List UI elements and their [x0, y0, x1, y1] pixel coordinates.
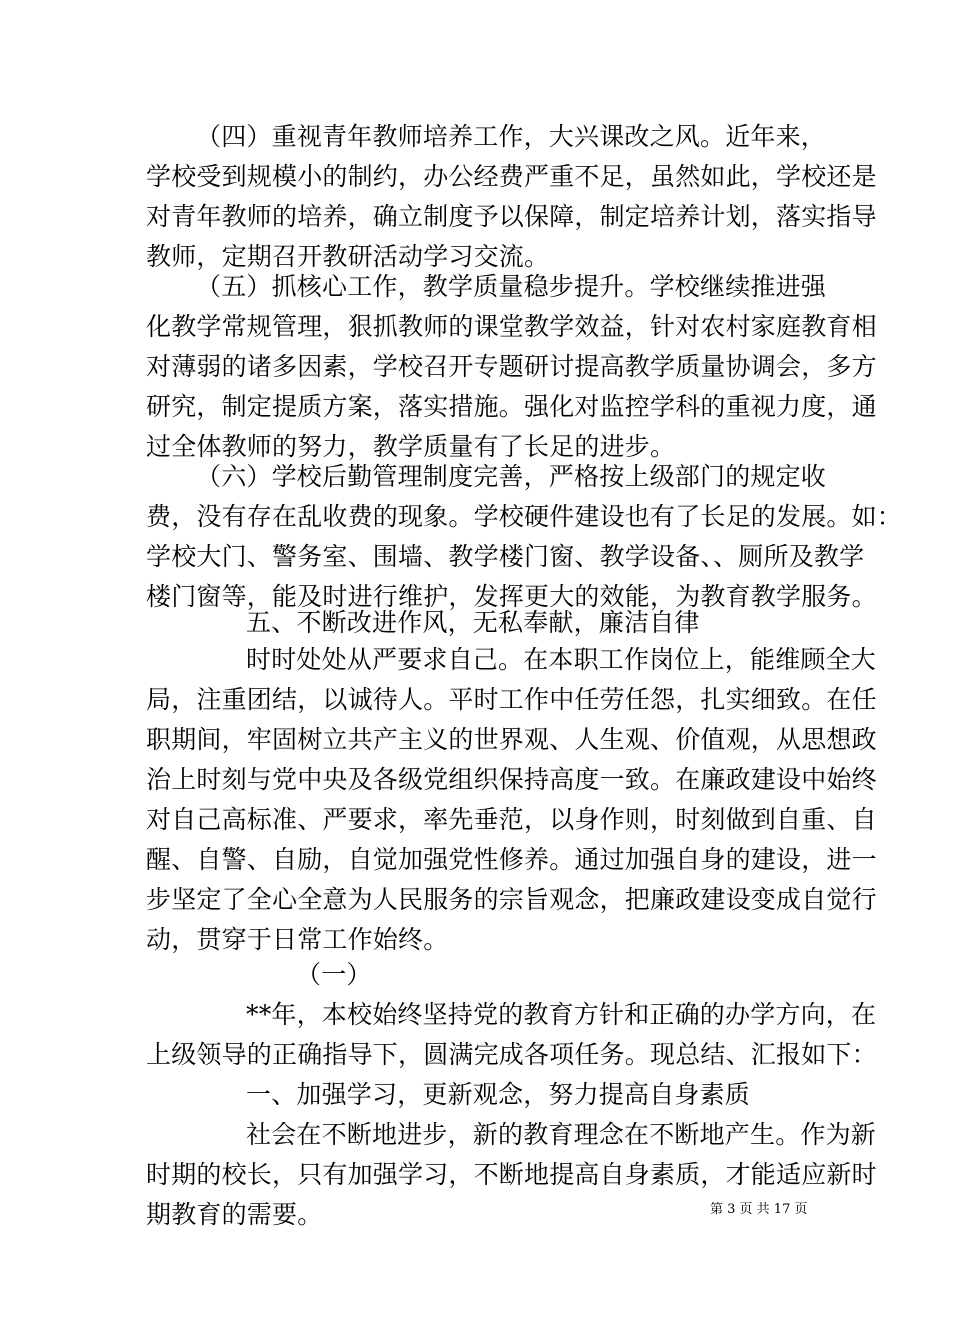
paragraph-line: 费，没有存在乱收费的现象。学校硬件建设也有了长足的发展。如：: [146, 502, 903, 531]
paragraph-line: 期教育的需要。: [146, 1200, 323, 1229]
paragraph-line: 醒、自警、自励，自觉加强党性修养。通过加强自身的建设，进一: [146, 845, 877, 874]
paragraph-line: 对薄弱的诸多因素，学校召开专题研讨提高教学质量协调会，多方: [146, 352, 877, 381]
section-heading: 五、不断改进作风，无私奉献，廉洁自律: [246, 608, 700, 637]
paragraph-line: 时期的校长，只有加强学习，不断地提高自身素质，才能适应新时: [146, 1160, 877, 1189]
paragraph-line: 教师，定期召开教研活动学习交流。: [146, 242, 550, 271]
page-number: 第 3 页 共 17 页: [710, 1202, 808, 1217]
paragraph-line: 职期间，牢固树立共产主义的世界观、人生观、价值观，从思想政: [146, 725, 877, 754]
paragraph-line: 学校受到规模小的制约，办公经费严重不足，虽然如此，学校还是: [146, 162, 877, 191]
paragraph-line: 社会在不断地进步，新的教育理念在不断地产生。作为新: [246, 1120, 877, 1149]
paragraph-line: 上级领导的正确指导下，圆满完成各项任务。现总结、汇报如下：: [146, 1040, 877, 1069]
paragraph-line: 楼门窗等，能及时进行维护，发挥更大的效能，为教育教学服务。: [146, 582, 877, 611]
paragraph-line: 过全体教师的努力，教学质量有了长足的进步。: [146, 432, 676, 461]
paragraph-line: 化教学常规管理，狠抓教师的课堂教学效益，针对农村家庭教育相: [146, 312, 877, 341]
paragraph-line: 局，注重团结，以诚待人。平时工作中任劳任怨，扎实细致。在任: [146, 685, 877, 714]
paragraph-line: （五）抓核心工作，教学质量稳步提升。学校继续推进强: [196, 272, 827, 301]
paragraph-line: （四）重视青年教师培养工作，大兴课改之风。近年来，: [196, 122, 827, 151]
paragraph-line: 研究，制定提质方案，落实措施。强化对监控学科的重视力度，通: [146, 392, 877, 421]
section-heading: 一、加强学习，更新观念，努力提高自身素质: [246, 1080, 751, 1109]
section-subheading: （一）: [296, 960, 372, 989]
paragraph-line: （六）学校后勤管理制度完善，严格按上级部门的规定收: [196, 462, 827, 491]
paragraph-line: 动，贯穿于日常工作始终。: [146, 925, 449, 954]
paragraph-line: 时时处处从严要求自己。在本职工作岗位上，能维顾全大: [246, 645, 877, 674]
paragraph-line: 学校大门、警务室、围墙、教学楼门窗、教学设备、、厕所及教学: [146, 542, 865, 571]
paragraph-line: 治上时刻与党中央及各级党组织保持高度一致。在廉政建设中始终: [146, 765, 877, 794]
paragraph-line: 步坚定了全心全意为人民服务的宗旨观念，把廉政建设变成自觉行: [146, 885, 877, 914]
paragraph-line: **年，本校始终坚持党的教育方针和正确的办学方向，在: [246, 1000, 877, 1029]
paragraph-line: 对青年教师的培养，确立制度予以保障，制定培养计划，落实指导: [146, 202, 877, 231]
paragraph-line: 对自己高标准、严要求，率先垂范，以身作则，时刻做到自重、自: [146, 805, 877, 834]
